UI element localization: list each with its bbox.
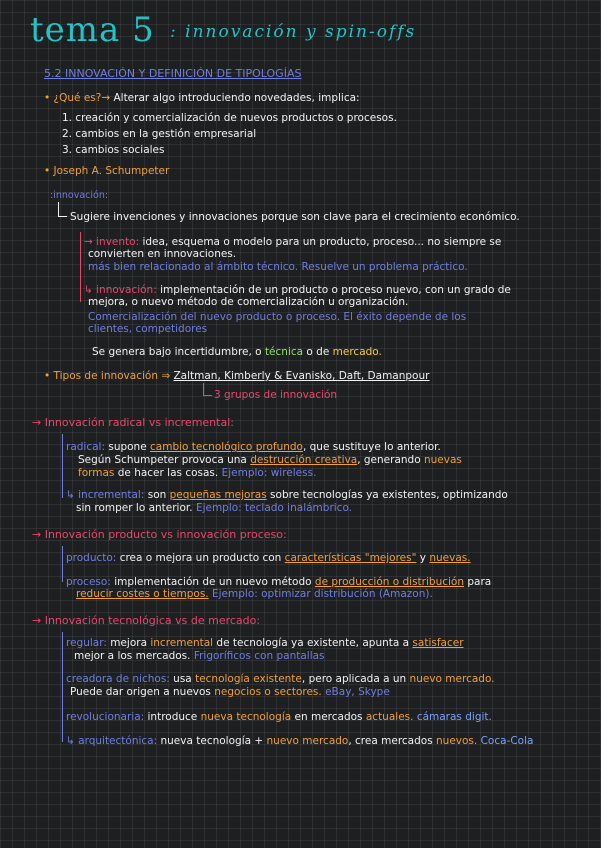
invento-line1: → invento: idea, esquema o modelo para un producto, proceso... no siempre se <box>84 236 502 248</box>
proceso-line2: reducir costes o tiempos. Ejemplo: optimizar distribución (Amazon). <box>76 588 433 600</box>
que-es-text: Alterar algo introduciendo novedades, implica: <box>113 92 360 104</box>
revolucionaria-line: revolucionaria: introduce nueva tecnología en mercados actuales. cámaras digit. <box>66 711 492 723</box>
proceso-label: proceso: <box>66 576 111 588</box>
implica-item-1: 1. creación y comercialización de nuevos productos o procesos. <box>62 112 397 124</box>
innovacion-def-note1: Comercialización del nuevo producto o proceso. El éxito depende de los <box>88 311 467 323</box>
tipos-authors: Zaltman, Kimberly & Evanisko, Daft, Damanpour <box>173 370 430 382</box>
radical-vs-heading: → Innovación radical vs incremental: <box>32 416 234 429</box>
tipos-sub: 3 grupos de innovación <box>214 389 338 401</box>
innovacion-def-note2: clientes, competidores <box>88 323 208 335</box>
schumpeter-name: Joseph A. Schumpeter <box>53 165 170 177</box>
invento-label: invento: <box>96 236 140 248</box>
invento-bracket <box>80 232 81 302</box>
radical-bracket <box>62 434 63 498</box>
nichos-line1: creadora de nichos: usa tecnología existente, pero aplicada a un nuevo mercado. <box>66 673 495 685</box>
tipos-connector <box>203 383 212 396</box>
radical-label: radical: <box>66 441 105 453</box>
producto-vs-heading: → Innovación producto vs innovación proceso: <box>32 528 287 541</box>
section-heading: 5.2 INNOVACIÓN Y DEFINICIÓN DE TIPOLOGÍAS <box>44 67 302 80</box>
innovacion-def-label: innovación: <box>96 284 157 296</box>
page-title: tema 5 <box>30 10 155 50</box>
tecno-vs-heading: → Innovación tecnológica vs de mercado: <box>32 614 261 627</box>
radical-line3: formas de hacer las cosas. Ejemplo: wireless. <box>78 467 317 479</box>
implica-item-2: 2. cambios en la gestión empresarial <box>62 128 257 140</box>
page-subtitle: : innovación y spin-offs <box>170 22 417 42</box>
innovacion-label: :innovación: <box>50 190 109 201</box>
producto-bracket <box>62 546 63 582</box>
nichos-label: creadora de nichos: <box>66 673 170 685</box>
tipos-line: • Tipos de innovación ⇒ Zaltman, Kimberly & Evanisko, Daft, Damanpour <box>44 370 430 382</box>
regular-label: regular: <box>66 637 107 649</box>
proceso-line1: proceso: implementación de un nuevo método de producción o distribución para <box>66 576 492 588</box>
innovacion-def-line1: ↳ innovación: implementación de un producto o proceso nuevo, con un grado de <box>84 284 511 296</box>
nichos-line2: Puede dar origen a nuevos negocios o sectores. eBay, Skype <box>70 686 390 698</box>
arquitectonica-label: arquitectónica: <box>78 735 158 747</box>
incertidumbre-line: Se genera bajo incertidumbre, o técnica o de mercado. <box>92 346 382 358</box>
schumpeter-line: • Joseph A. Schumpeter <box>44 165 170 177</box>
radical-line2: Según Schumpeter provoca una destrucción creativa, generando nuevas <box>78 454 462 466</box>
producto-line: producto: crea o mejora un producto con características "mejores" y nuevas. <box>66 552 471 564</box>
tecno-bracket <box>62 632 63 742</box>
radical-line1: radical: supone cambio tecnológico profundo, que sustituye lo anterior. <box>66 441 441 453</box>
revolucionaria-label: revolucionaria: <box>66 711 145 723</box>
regular-line2: mejor a los mercados. Frigoríficos con pantallas <box>74 650 325 662</box>
invento-note: más bien relacionado al ámbito técnico. Resuelve un problema práctico. <box>88 261 468 273</box>
incremental-line2: sin romper lo anterior. Ejemplo: teclado inalámbrico. <box>76 502 353 514</box>
invento-line2: convierten en innovaciones. <box>88 248 237 260</box>
arquitectonica-line: ↳ arquitectónica: nueva tecnología + nuevo mercado, crea mercados nuevos. Coca-Cola <box>66 735 534 747</box>
que-es-line: • ¿Qué es?→ Alterar algo introduciendo novedades, implica: <box>44 92 360 104</box>
incremental-line1: ↳ incremental: son pequeñas mejoras sobre tecnologías ya existentes, optimizando <box>66 489 508 501</box>
producto-label: producto: <box>66 552 117 564</box>
que-es-label: ¿Qué es? <box>53 92 102 104</box>
innovacion-def-line2: mejora, o nuevo método de comercialización u organización. <box>88 296 409 308</box>
regular-line1: regular: mejora incremental de tecnología ya existente, apunta a satisfacer <box>66 637 464 649</box>
incremental-label: incremental: <box>78 489 145 501</box>
implica-item-3: 3. cambios sociales <box>62 144 165 156</box>
tipos-label: Tipos de innovación <box>53 370 158 382</box>
sugiere-text: Sugiere invenciones y innovaciones porque son clave para el crecimiento económico. <box>70 211 520 223</box>
sugiere-connector <box>58 202 67 217</box>
